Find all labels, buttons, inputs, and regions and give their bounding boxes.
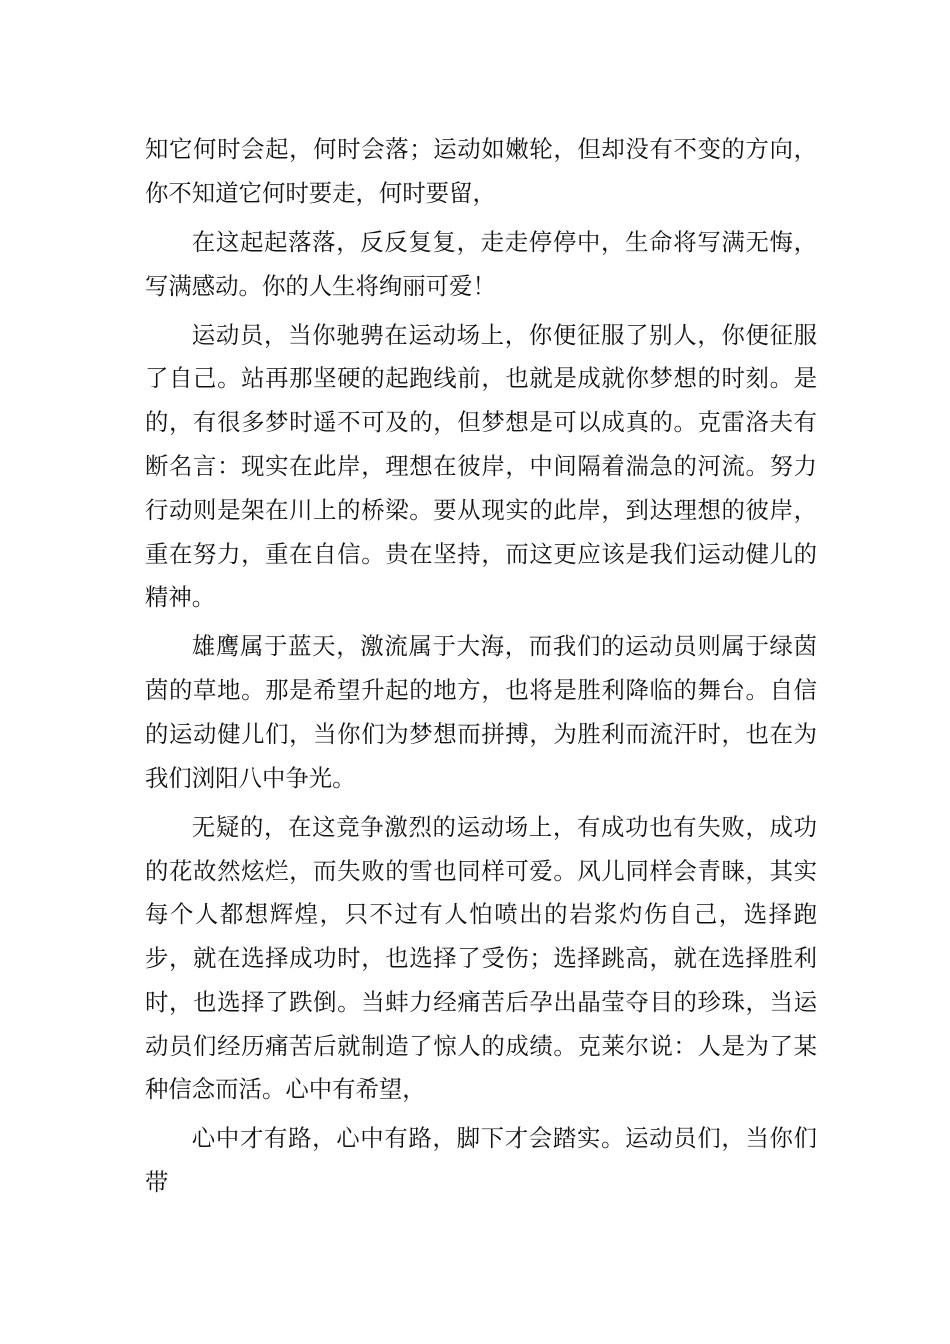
- paragraph-2: 在这起起落落，反反复复，走走停停中，生命将写满无悔，写满感动。你的人生将绚丽可爱！: [145, 227, 817, 300]
- paragraph-3: 运动员，当你驰骋在运动场上，你便征服了别人，你便征服了自己。站再那坚硬的起跑线前，也就是成就你梦想的时刻。是的，有很多梦时遥不可及的，但梦想是可以成真的。克雷洛夫有断名言：现实在此岸，理想在彼岸，中间隔着湍急的河流。努力行动则是架在川上的桥梁。要从现实的此岸，到达理想的彼岸，重在努力，重在自信。贵在坚持，而这更应该是我们运动健儿的精神。: [145, 320, 817, 612]
- paragraph-6: 心中才有路，心中有路，脚下才会踏实。运动员们，当你们带: [145, 1124, 817, 1197]
- paragraph-1: 知它何时会起，何时会落；运动如嫩轮，但却没有不变的方向，你不知道它何时要走，何时要留，: [145, 135, 817, 207]
- paragraph-4: 雄鹰属于蓝天，激流属于大海，而我们的运动员则属于绿茵茵的草地。那是希望升起的地方，也将是胜利降临的舞台。自信的运动健儿们，当你们为梦想而拼搏，为胜利而流汗时，也在为我们浏阳八中争光。: [145, 632, 817, 792]
- document-body: [145, 128, 817, 1210]
- paragraph-5: 无疑的，在这竞争激烈的运动场上，有成功也有失败，成功的花故然炫烂，而失败的雪也同样可爱。风儿同样会青睐，其实每个人都想辉煌，只不过有人怕喷出的岩浆灼伤自己，选择跑步，就在选择成功时，也选择了受伤；选择跳高，就在选择胜利时，也选择了跌倒。当蚌力经痛苦后孕出晶莹夺目的珍珠，当运动员们经历痛苦后就制造了惊人的成绩。克莱尔说：人是为了某种信念而活。心中有希望，: [145, 812, 817, 1104]
